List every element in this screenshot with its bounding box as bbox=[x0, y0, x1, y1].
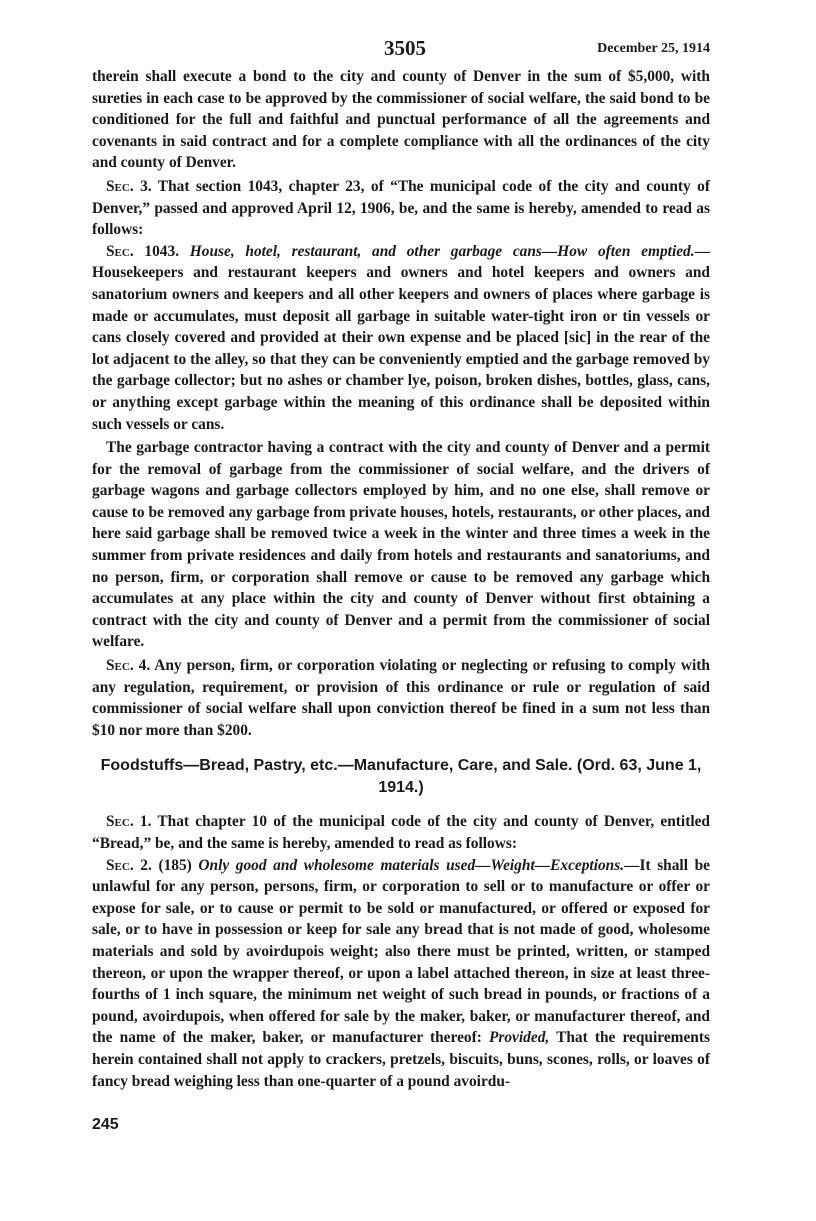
paragraph-text-end: That the requirements herein contained shall not apply to crackers, pretzels, biscuits, buns, scones, rolls, or loaves of fancy bread weighing less than one-quarter of a pound avoirdu- bbox=[92, 1029, 710, 1090]
paragraph bbox=[92, 855, 710, 1093]
paragraph bbox=[92, 811, 710, 854]
section-label: Sec. 1043. bbox=[106, 242, 180, 260]
section-label: Sec. 4. bbox=[106, 657, 151, 675]
paragraph-text: Any person, firm, or corporation violating or neglecting or refusing to comply with any regulation, requirement, or provision of this ordinance or rule or regulation of said commissioner of social welfare shall upon conviction thereof be fined in a sum not less than $10 nor more than $200. bbox=[92, 657, 710, 739]
section-label: Sec. 3. bbox=[106, 177, 152, 195]
paragraph bbox=[92, 66, 710, 174]
section-title: Only good and wholesome materials used—Weight—Exceptions. bbox=[198, 856, 625, 874]
paragraph bbox=[92, 437, 710, 653]
section-label: Sec. 2. bbox=[106, 856, 152, 874]
paragraph-text: That chapter 10 of the municipal code of the city and county of Denver, entitled “Bread,” be, and the same is hereby, amended to read as follows: bbox=[92, 813, 710, 852]
paragraph-text: The garbage contractor having a contract with the city and county of Denver and a permit for the removal of garbage from the commissioner of social welfare, and the drivers of garbage wagons and garbage collectors employed by him, and no one else, shall remove or cause to be removed any garbage from private houses, hotels, restaurants, or other places, and here said garbage shall be removed twice a week in the winter and three times a week in the summer from private residences and daily from hotels and restaurants and sanatoriums, and no person, firm, or corporation shall remove or cause to be removed any garbage which accumulates at any place within the city and county of Denver without first obtaining a contract with the city and county of Denver and a permit from the commissioner of social welfare. bbox=[92, 439, 710, 651]
header-date: December 25, 1914 bbox=[597, 41, 710, 56]
paragraph-text: —Housekeepers and restaurant keepers and owners and hotel keepers and owners and sanatorium owners and keepers and all other keepers and owners of places where garbage is made or accumulates, must deposit all garbage in suitable water-tight iron or tin vessels or cans closely covered and provided at their own expense and be placed [sic] in the rear of the lot adjacent to the alley, so that they can be conveniently emptied and the garbage removed by the garbage collector; but no ashes or chamber lye, poison, broken dishes, bottles, glass, cans, or anything except garbage within the meaning of this ordinance shall be deposited within such vessels or cans. bbox=[92, 242, 710, 433]
section-title: House, hotel, restaurant, and other garbage cans—How often emptied. bbox=[179, 242, 695, 260]
proviso-word: Provided, bbox=[488, 1029, 550, 1047]
section-heading: Foodstuffs—Bread, Pastry, etc.—Manufacture, Care, and Sale. (Ord. 63, June 1, 1914.) bbox=[100, 757, 702, 797]
page-header bbox=[92, 36, 710, 66]
paragraph bbox=[92, 176, 710, 241]
section-label: Sec. 1. bbox=[106, 813, 152, 831]
body-text bbox=[92, 66, 710, 741]
paragraph-text: That section 1043, chapter 23, of “The municipal code of the city and county of Denver,” passed and approved April 12, 1906, be, and the same is hereby, amended to read as follows: bbox=[92, 177, 710, 239]
body-text-2 bbox=[92, 811, 710, 1092]
document-page bbox=[92, 36, 710, 1092]
section-number: (185) bbox=[151, 856, 199, 874]
paragraph bbox=[92, 655, 710, 741]
footer-page-number: 245 bbox=[92, 1116, 119, 1133]
paragraph-text: therein shall execute a bond to the city and county of Denver in the sum of $5,000, with sureties in each case to be approved by the commissioner of social welfare, the said bond to be conditioned for the full and faithful and punctual performance of all the agreements and covenants in said contract and for a complete compliance with all the ordinances of the city and county of Denver. bbox=[92, 68, 710, 172]
page-number: 3505 bbox=[384, 36, 426, 60]
paragraph bbox=[92, 241, 710, 435]
paragraph-text: —It shall be unlawful for any person, persons, firm, or corporation to sell or to manufacture or offer or expose for sale, or to cause or permit to be sold or manufactured, or offered or exposed for sale, or to have in possession or keep for sale any bread that is not made of good, wholesome materials and sold by avoirdupois weight; also there must be printed, written, or stamped thereon, or upon the wrapper thereof, or upon a label attached thereon, in size at least three-fourths of 1 inch square, the minimum net weight of such bread in pounds, or fractions of a pound, avoirdupois, when offered for sale by the maker, baker, or manufacturer thereof, and the name of the maker, baker, or manufacturer thereof: bbox=[92, 856, 710, 1047]
